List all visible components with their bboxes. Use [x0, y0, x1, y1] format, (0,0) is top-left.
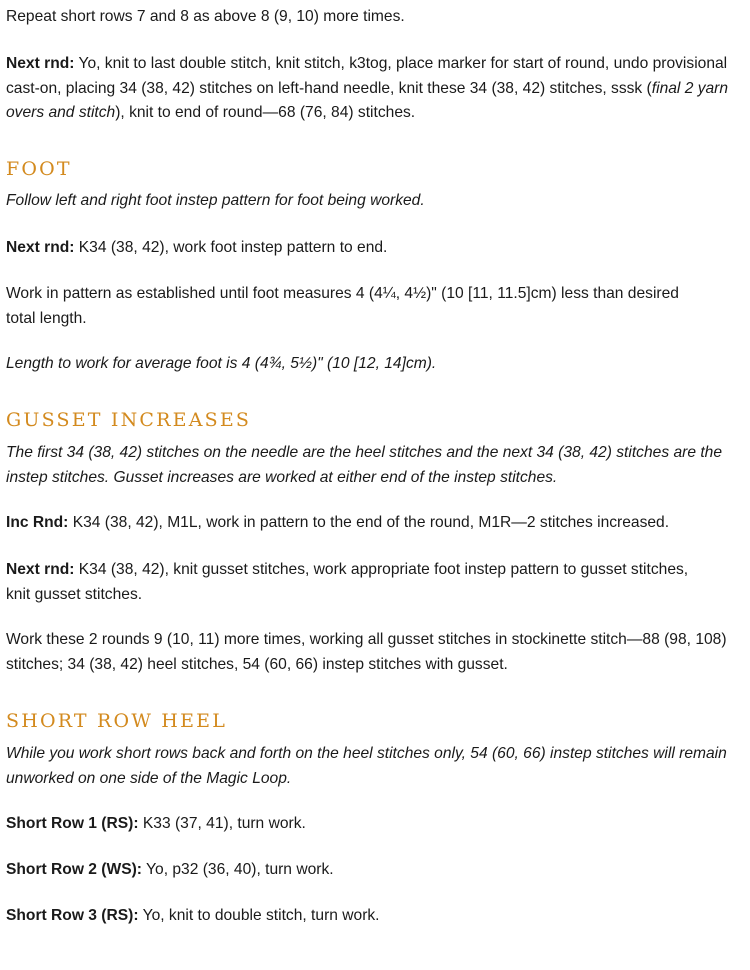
foot-length-note: Length to work for average foot is 4 (4¾, 5½)" (10 [12, 14]cm). — [6, 355, 437, 372]
gusset-next-round: Next rnd: K34 (38, 42), knit gusset stitches, work appropriate foot instep pattern to gusset stitches, knit gusset stitches. — [6, 561, 689, 603]
foot-next-round: Next rnd: K34 (38, 42), work foot instep pattern to end. — [6, 239, 388, 256]
gusset-intro: The first 34 (38, 42) stitches on the needle are the heel stitches and the next 34 (38, 42) stitches are the instep stitches. Gusset increases are worked at either end of the instep stitches. — [6, 444, 723, 486]
gusset-heading: GUSSET INCREASES — [6, 409, 252, 431]
foot-work-paragraph: Work in pattern as established until foot measures 4 (4¼, 4½)" (10 [11, 11.5]cm) less than desired total length. — [6, 285, 679, 327]
short-row-2: Short Row 2 (WS): Yo, p32 (36, 40), turn work. — [6, 861, 334, 878]
foot-intro: Follow left and right foot instep pattern for foot being worked. — [6, 192, 425, 209]
foot-heading: FOOT — [6, 158, 72, 180]
short-row-1: Short Row 1 (RS): K33 (37, 41), turn work. — [6, 815, 306, 832]
gusset-inc-round: Inc Rnd: K34 (38, 42), M1L, work in pattern to the end of the round, M1R—2 stitches increased. — [6, 514, 670, 531]
next-round-paragraph: Next rnd: Yo, knit to last double stitch, knit stitch, k3tog, place marker for start of round, undo provisional cast-on, placing 34 (38, 42) stitches on left-hand needle, knit these 34 (38, 42) stitches, sssk (final 2 yarn overs and stitch), knit to end of round—68 (76, 84) stitches. — [6, 55, 729, 121]
next-round-label: Next rnd: — [6, 55, 75, 72]
short-row-heel-heading: SHORT ROW HEEL — [6, 710, 228, 732]
gusset-work-paragraph: Work these 2 rounds 9 (10, 11) more times, working all gusset stitches in stockinette stitch—88 (98, 108) stitches; 34 (38, 42) heel stitches, 54 (60, 66) instep stitches with gusset. — [6, 631, 727, 673]
heel-intro: While you work short rows back and forth on the heel stitches only, 54 (60, 66) instep stitches will remain unworked on one side of the Magic Loop. — [6, 745, 727, 787]
repeat-short-rows-paragraph: Repeat short rows 7 and 8 as above 8 (9, 10) more times. — [6, 8, 405, 25]
short-row-3: Short Row 3 (RS): Yo, knit to double stitch, turn work. — [6, 907, 380, 924]
